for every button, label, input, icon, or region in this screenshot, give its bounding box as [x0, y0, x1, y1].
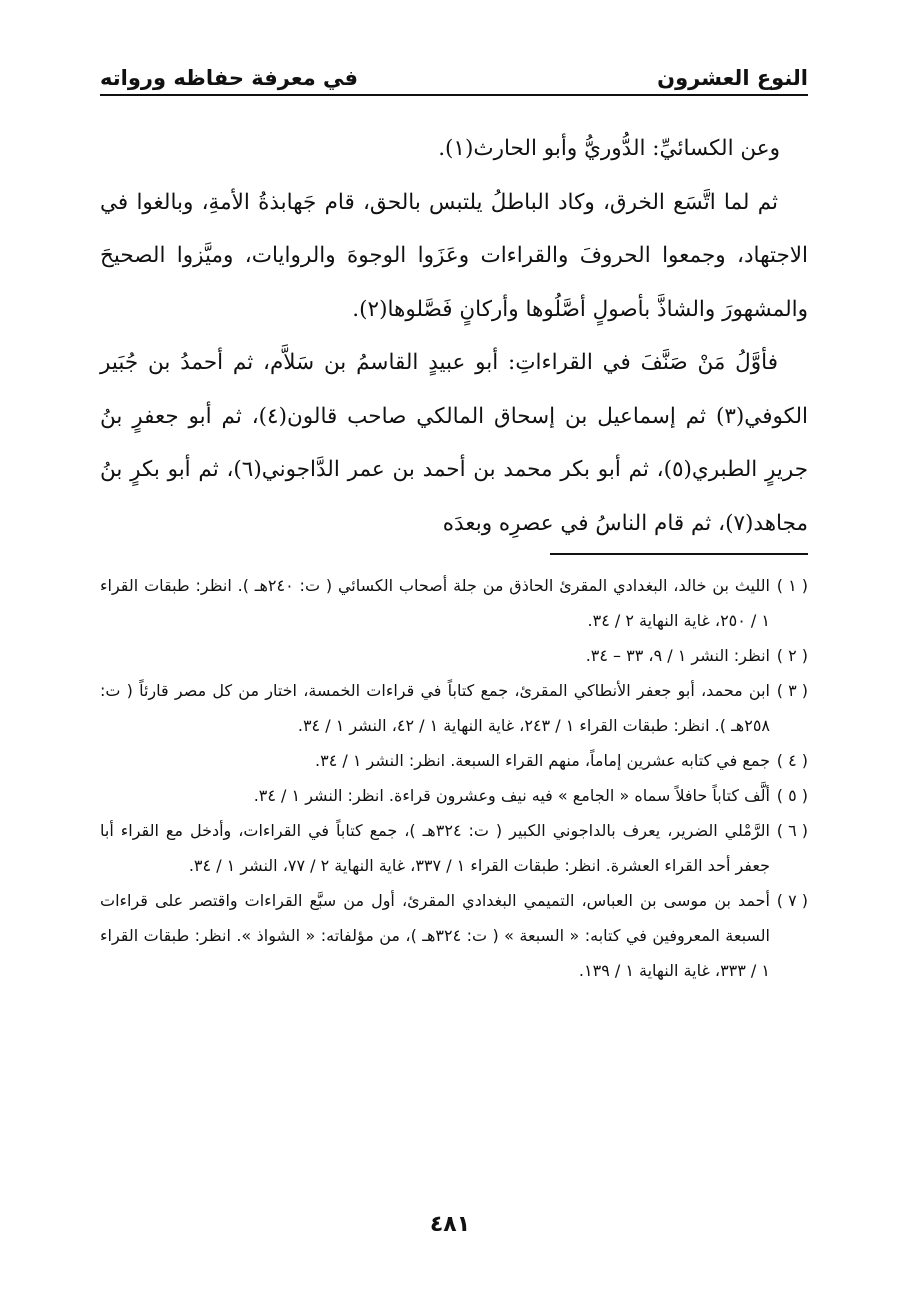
chapter-title: النوع العشرون: [657, 66, 808, 90]
footnote-text: أحمد بن موسى بن العباس، التميمي البغدادي المقرئ، أول من سبَّع القراءات واقتصر على قراءات السبعة المعروفين في كتابه: « السبعة » ( ت: ٣٢٤هـ )، من مؤلفاته: « الشواذ ». انظر: طبقات القراء ١ / ٣٣٣، غاية النهاية ١ / ١٣٩.: [100, 891, 770, 980]
running-header: [100, 56, 808, 96]
footnote: [100, 673, 808, 743]
footnote-number: ( ٢ ): [776, 646, 808, 665]
footnote-text: الليث بن خالد، البغدادي المقرئ الحاذق من جلة أصحاب الكسائي ( ت: ٢٤٠هـ ). انظر: طبقات القراء ١ / ٢٥٠، غاية النهاية ٢ / ٣٤.: [100, 576, 770, 630]
footnote-number: ( ٣ ): [776, 681, 808, 700]
footnote-separator: [550, 553, 808, 555]
footnotes: [100, 568, 808, 988]
footnote-text: انظر: النشر ١ / ٩، ٣٣ – ٣٤.: [585, 646, 770, 665]
footnote-number: ( ٧ ): [776, 891, 808, 910]
footnote-text: ابن محمد، أبو جعفر الأنطاكي المقرئ، جمع كتاباً في قراءات الخمسة، اختار من كل مصر قارئاً ( ت: ٢٥٨هـ ). انظر: طبقات القراء ١ / ٢٤٣، غاية النهاية ١ / ٤٢، النشر ١ / ٣٤.: [100, 681, 770, 735]
footnote: [100, 883, 808, 988]
main-text: [100, 122, 808, 550]
footnote-number: ( ٦ ): [776, 821, 808, 840]
footnote: [100, 778, 808, 813]
footnote: [100, 638, 808, 673]
page-number: ٤٨١: [429, 1212, 471, 1237]
footnote: [100, 813, 808, 883]
footnote: [100, 568, 808, 638]
footnote-number: ( ٤ ): [776, 751, 808, 770]
paragraph: فأوَّلُ مَنْ صَنَّفَ في القراءاتِ: أبو عبيدٍ القاسمُ بن سَلاَّم، ثم أحمدُ بن جُبَير الكوفي(٣) ثم إسماعيل بن إسحاق المالكي صاحب قالون(٤)، ثم أبو جعفرٍ بنُ جريرٍ الطبري(٥)، ثم أبو بكر محمد بن أحمد بن عمر الدَّاجوني(٦)، ثم أبو بكرٍ بنُ مجاهد(٧)، ثم قام الناسُ في عصرِه وبعدَه: [100, 350, 809, 536]
footnote: [100, 743, 808, 778]
paragraph: وعن الكسائيِّ: الدُّوريُّ وأبو الحارث(١).: [438, 136, 780, 161]
footnote-text: الرَّمْلي الضرير، يعرف بالداجوني الكبير ( ت: ٣٢٤هـ )، جمع كتاباً في القراءات، وأدخل مع القراء أبا جعفر أحد القراء العشرة. انظر: طبقات القراء ١ / ٣٣٧، غاية النهاية ٢ / ٧٧، النشر ١ / ٣٤.: [100, 821, 770, 875]
section-title: في معرفة حفاظه ورواته: [100, 66, 358, 90]
paragraph: ثم لما اتَّسَع الخرق، وكاد الباطلُ يلتبس بالحق، قام جَهابذةُ الأمةِ، وبالغوا في الاجتهاد، وجمعوا الحروفَ والقراءات وعَزَوا الوجوهَ والروايات، وميَّزوا الصحيحَ والمشهورَ والشاذَّ بأصولٍ أصَّلُوها وأركانٍ فَصَّلوها(٢).: [100, 189, 808, 322]
footnote-text: جمع في كتابه عشرين إماماً، منهم القراء السبعة. انظر: النشر ١ / ٣٤.: [315, 751, 770, 770]
footnote-number: ( ٥ ): [776, 786, 808, 805]
footnote-text: ألَّف كتاباً حافلاً سماه « الجامع » فيه نيف وعشرون قراءة. انظر: النشر ١ / ٣٤.: [253, 786, 770, 805]
footnote-number: ( ١ ): [776, 576, 808, 595]
